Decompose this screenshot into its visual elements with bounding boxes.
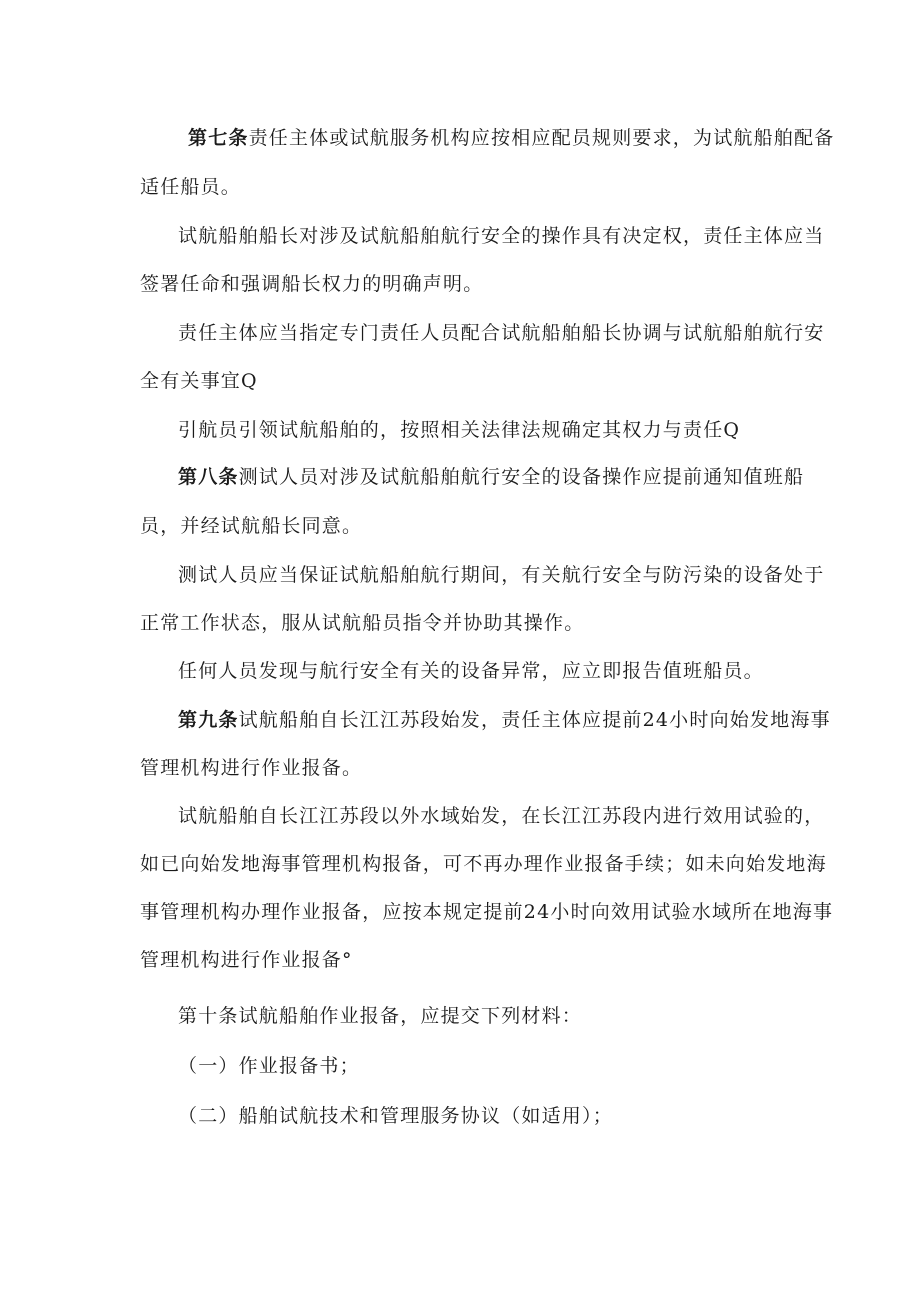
- article-9-line-1: [178, 708, 831, 732]
- article-10-line-1: 第十条试航船舶作业报备，应提交下列材料：: [178, 1005, 583, 1027]
- paragraph-responsible-person-line-1: 责任主体应当指定专门责任人员配合试航船舶船长协调与试航船舶航行安: [178, 322, 825, 344]
- paragraph-testers-line-2: 正常工作状态，服从试航船员指令并协助其操作。: [140, 612, 585, 634]
- article-9-line-2: 管理机构进行作业报备。: [140, 757, 363, 779]
- paragraph-outside-waters-line-1: 试航船舶自长江江苏段以外水域始发，在长江江苏段内进行效用试验的，: [178, 805, 825, 827]
- paragraph-equipment-anomaly: 任何人员发现与航行安全有关的设备异常，应立即报告值班船员。: [178, 660, 764, 682]
- article-7-text: 责任主体或试航服务机构应按相应配员规则要求，为试航船舶配备: [248, 127, 835, 149]
- paragraph-outside-waters-line-2: 如已向始发地海事管理机构报备，可不再办理作业报备手续；如未向始发地海: [140, 853, 827, 875]
- paragraph-testers-line-1: 测试人员应当保证试航船舶航行期间，有关航行安全与防污染的设备处于: [178, 564, 825, 586]
- article-8-line-1: [178, 465, 804, 489]
- article-8-line-2: 员，并经试航船长同意。: [140, 515, 363, 537]
- article-9-heading: 第九条: [178, 709, 239, 731]
- article-8-heading: 第八条: [178, 466, 239, 488]
- paragraph-responsible-person-line-2: 全有关事宜Q: [140, 370, 258, 392]
- list-item-2: （二）船舶试航技术和管理服务协议（如适用）；: [178, 1105, 613, 1127]
- list-item-1: （一）作业报备书；: [178, 1055, 360, 1077]
- paragraph-outside-waters-line-4: 管理机构进行作业报备°: [140, 949, 353, 971]
- article-8-text: 测试人员对涉及试航船舶航行安全的设备操作应提前通知值班船: [238, 466, 805, 488]
- article-9-text: 试航船舶自长江江苏段始发，责任主体应提前24小时向始发地海事: [238, 709, 831, 731]
- paragraph-outside-waters-line-3: 事管理机构办理作业报备，应按本规定提前24小时向效用试验水域所在地海事: [140, 901, 834, 923]
- paragraph-captain-authority-line-1: 试航船舶船长对涉及试航船舶航行安全的操作具有决定权，责任主体应当: [178, 225, 825, 247]
- article-7-line-1: [188, 126, 834, 150]
- paragraph-pilot: 引航员引领试航船舶的，按照相关法律法规确定其权力与责任Q: [178, 419, 741, 441]
- article-7-line-2: 适任船员。: [140, 176, 242, 198]
- article-7-heading: 第七条: [188, 127, 249, 149]
- paragraph-captain-authority-line-2: 签署任命和强调船长权力的明确声明。: [140, 273, 484, 295]
